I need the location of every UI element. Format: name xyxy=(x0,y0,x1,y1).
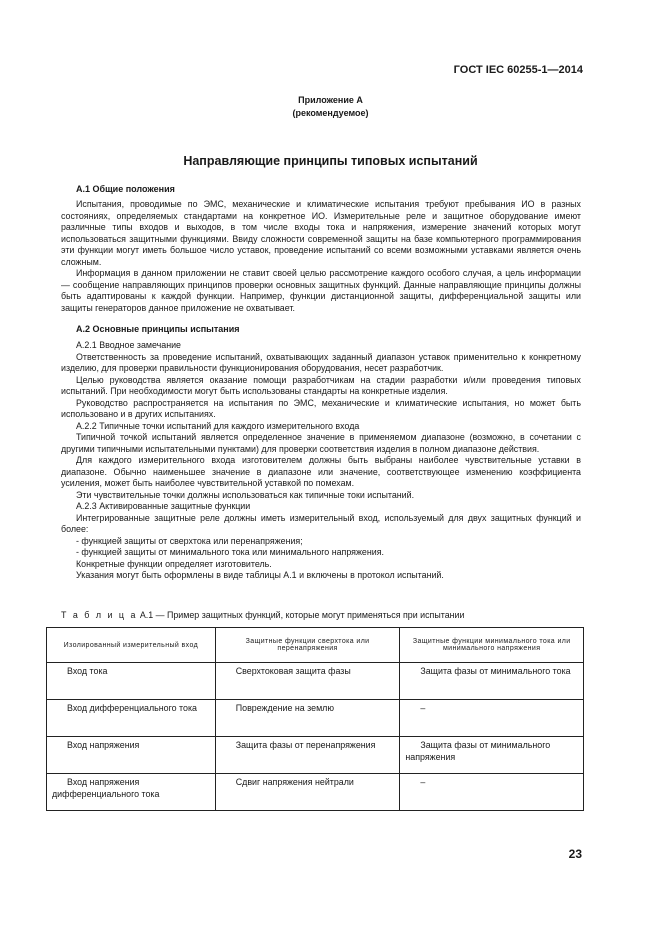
table-caption xyxy=(61,610,464,620)
table-header-row xyxy=(47,628,584,663)
table-cell: Сверхтоковая защита фазы xyxy=(215,663,400,700)
paragraph: Руководство распространяется на испытания по ЭМС, механические и климатические испытания, но может быть использовано и в других испытаниях. xyxy=(61,397,581,419)
paragraph: Указания могут быть оформлены в виде таблицы А.1 и включены в протокол испытаний. xyxy=(76,570,444,580)
table-header-cell: Защитные функции сверхтока или перенапряжения xyxy=(215,628,400,663)
paragraph: Интегрированные защитные реле должны иметь измерительный вход, используемый для двух защитных функций и более: xyxy=(61,512,581,534)
table-caption-prefix: Т а б л и ц а xyxy=(61,610,138,620)
paragraph: Целью руководства является оказание помощи разработчикам на стадии разработки и/или проведения типовых испытаний. При необходимости могут быть использованы стандарты на конкретные изделия. xyxy=(61,374,581,396)
table-cell: Вход дифференциального тока xyxy=(47,700,216,737)
paragraph: Информация в данном приложении не ставит своей целью рассмотрение каждого особого случая, а цель информации — сообщение направляющих принципов проверки основных защитных функций. Данные направляющие принципы должны быть адаптированы к каждой функции. Например, функции дистанционной защиты, дифференциальной защиты или защиты генераторов данное приложение не охватывает. xyxy=(61,268,581,313)
page-title: Направляющие принципы типовых испытаний xyxy=(183,154,478,168)
table-cell: Защита фазы от минимального тока xyxy=(400,663,584,700)
list-item: - функцией защиты от минимального тока или минимального напряжения. xyxy=(76,547,384,557)
table-cell: Вход тока xyxy=(47,663,216,700)
section-a1-body xyxy=(61,199,581,314)
table-cell: Повреждение на землю xyxy=(215,700,400,737)
paragraph: Типичной точкой испытаний является определенное значение в применяемом диапазоне (возможно, в сочетании с другими типичными испытательными пунктами) для проверки соответствия изделия в полном диапазоне действия. xyxy=(61,432,581,454)
paragraph: Ответственность за проведение испытаний, охватывающих заданный диапазон уставок применительно к конкретному изделию, для проверки правильности функционирования оборудования, несет разработчик. xyxy=(61,351,581,373)
protection-functions-table xyxy=(46,627,584,811)
table-cell: Вход напряжения xyxy=(47,737,216,774)
paragraph: А.2.1 Вводное замечание xyxy=(76,340,181,350)
list-item: - функцией защиты от сверхтока или перенапряжения; xyxy=(76,535,303,546)
paragraph: Испытания, проводимые по ЭМС, механические и климатические испытания требуют пребывания ИО в разных состояниях, определяемых стандартами на конкретное ИО. Измерительные реле и защитное оборудование имеют различные типы входов и выходов, в том числе входы тока и напряжения, измерение значений которых могут использоваться защитными функциями. Ввиду сложности современной защиты на базе компьютерного программирования эти функции могут иметь большое число уставок, проведение испытаний со всеми возможными уставками является очень сложным. xyxy=(61,199,581,267)
table-cell: Защита фазы от перенапряжения xyxy=(215,737,400,774)
table-header-cell: Изолированный измерительный вход xyxy=(47,628,216,663)
standard-code: ГОСТ IEC 60255-1—2014 xyxy=(453,64,583,76)
section-heading-a2: А.2 Основные принципы испытания xyxy=(76,324,240,334)
table-cell: – xyxy=(400,774,584,811)
paragraph: Конкретные функции определяет изготовитель. xyxy=(76,558,272,569)
paragraph: А.2.3 Активированные защитные функции xyxy=(76,501,251,511)
table-cell: Вход напряжения дифференциального тока xyxy=(47,774,216,811)
table-row xyxy=(47,737,584,774)
paragraph: Эти чувствительные точки должны использоваться как типичные токи испытаний. xyxy=(76,489,415,500)
paragraph: Для каждого измерительного входа изготовителем должны быть выбраны наиболее чувствительные уставки в диапазоне. Обычно наименьшее значение в диапазоне или значение, соответствующее изменению коэффициента усиления, может быть наиболее чувствительной уставкой по помехам. xyxy=(61,455,581,488)
appendix-label: Приложение А xyxy=(298,95,363,105)
section-a2-body xyxy=(61,340,581,582)
section-heading-a1: А.1 Общие положения xyxy=(76,184,175,194)
table-row xyxy=(47,774,584,811)
table-header-cell: Защитные функции минимального тока или минимального напряжения xyxy=(400,628,584,663)
table-row xyxy=(47,700,584,737)
table-cell: Защита фазы от минимального напряжения xyxy=(400,737,584,774)
table-cell: Сдвиг напряжения нейтрали xyxy=(215,774,400,811)
table-caption-text: А.1 — Пример защитных функций, которые могут применяться при испытании xyxy=(137,610,465,620)
table-cell: – xyxy=(400,700,584,737)
table-row xyxy=(47,663,584,700)
page-number: 23 xyxy=(568,847,582,861)
appendix-note: (рекомендуемое) xyxy=(292,108,369,118)
appendix-header xyxy=(0,94,661,120)
paragraph: А.2.2 Типичные точки испытаний для каждого измерительного входа xyxy=(76,420,360,431)
